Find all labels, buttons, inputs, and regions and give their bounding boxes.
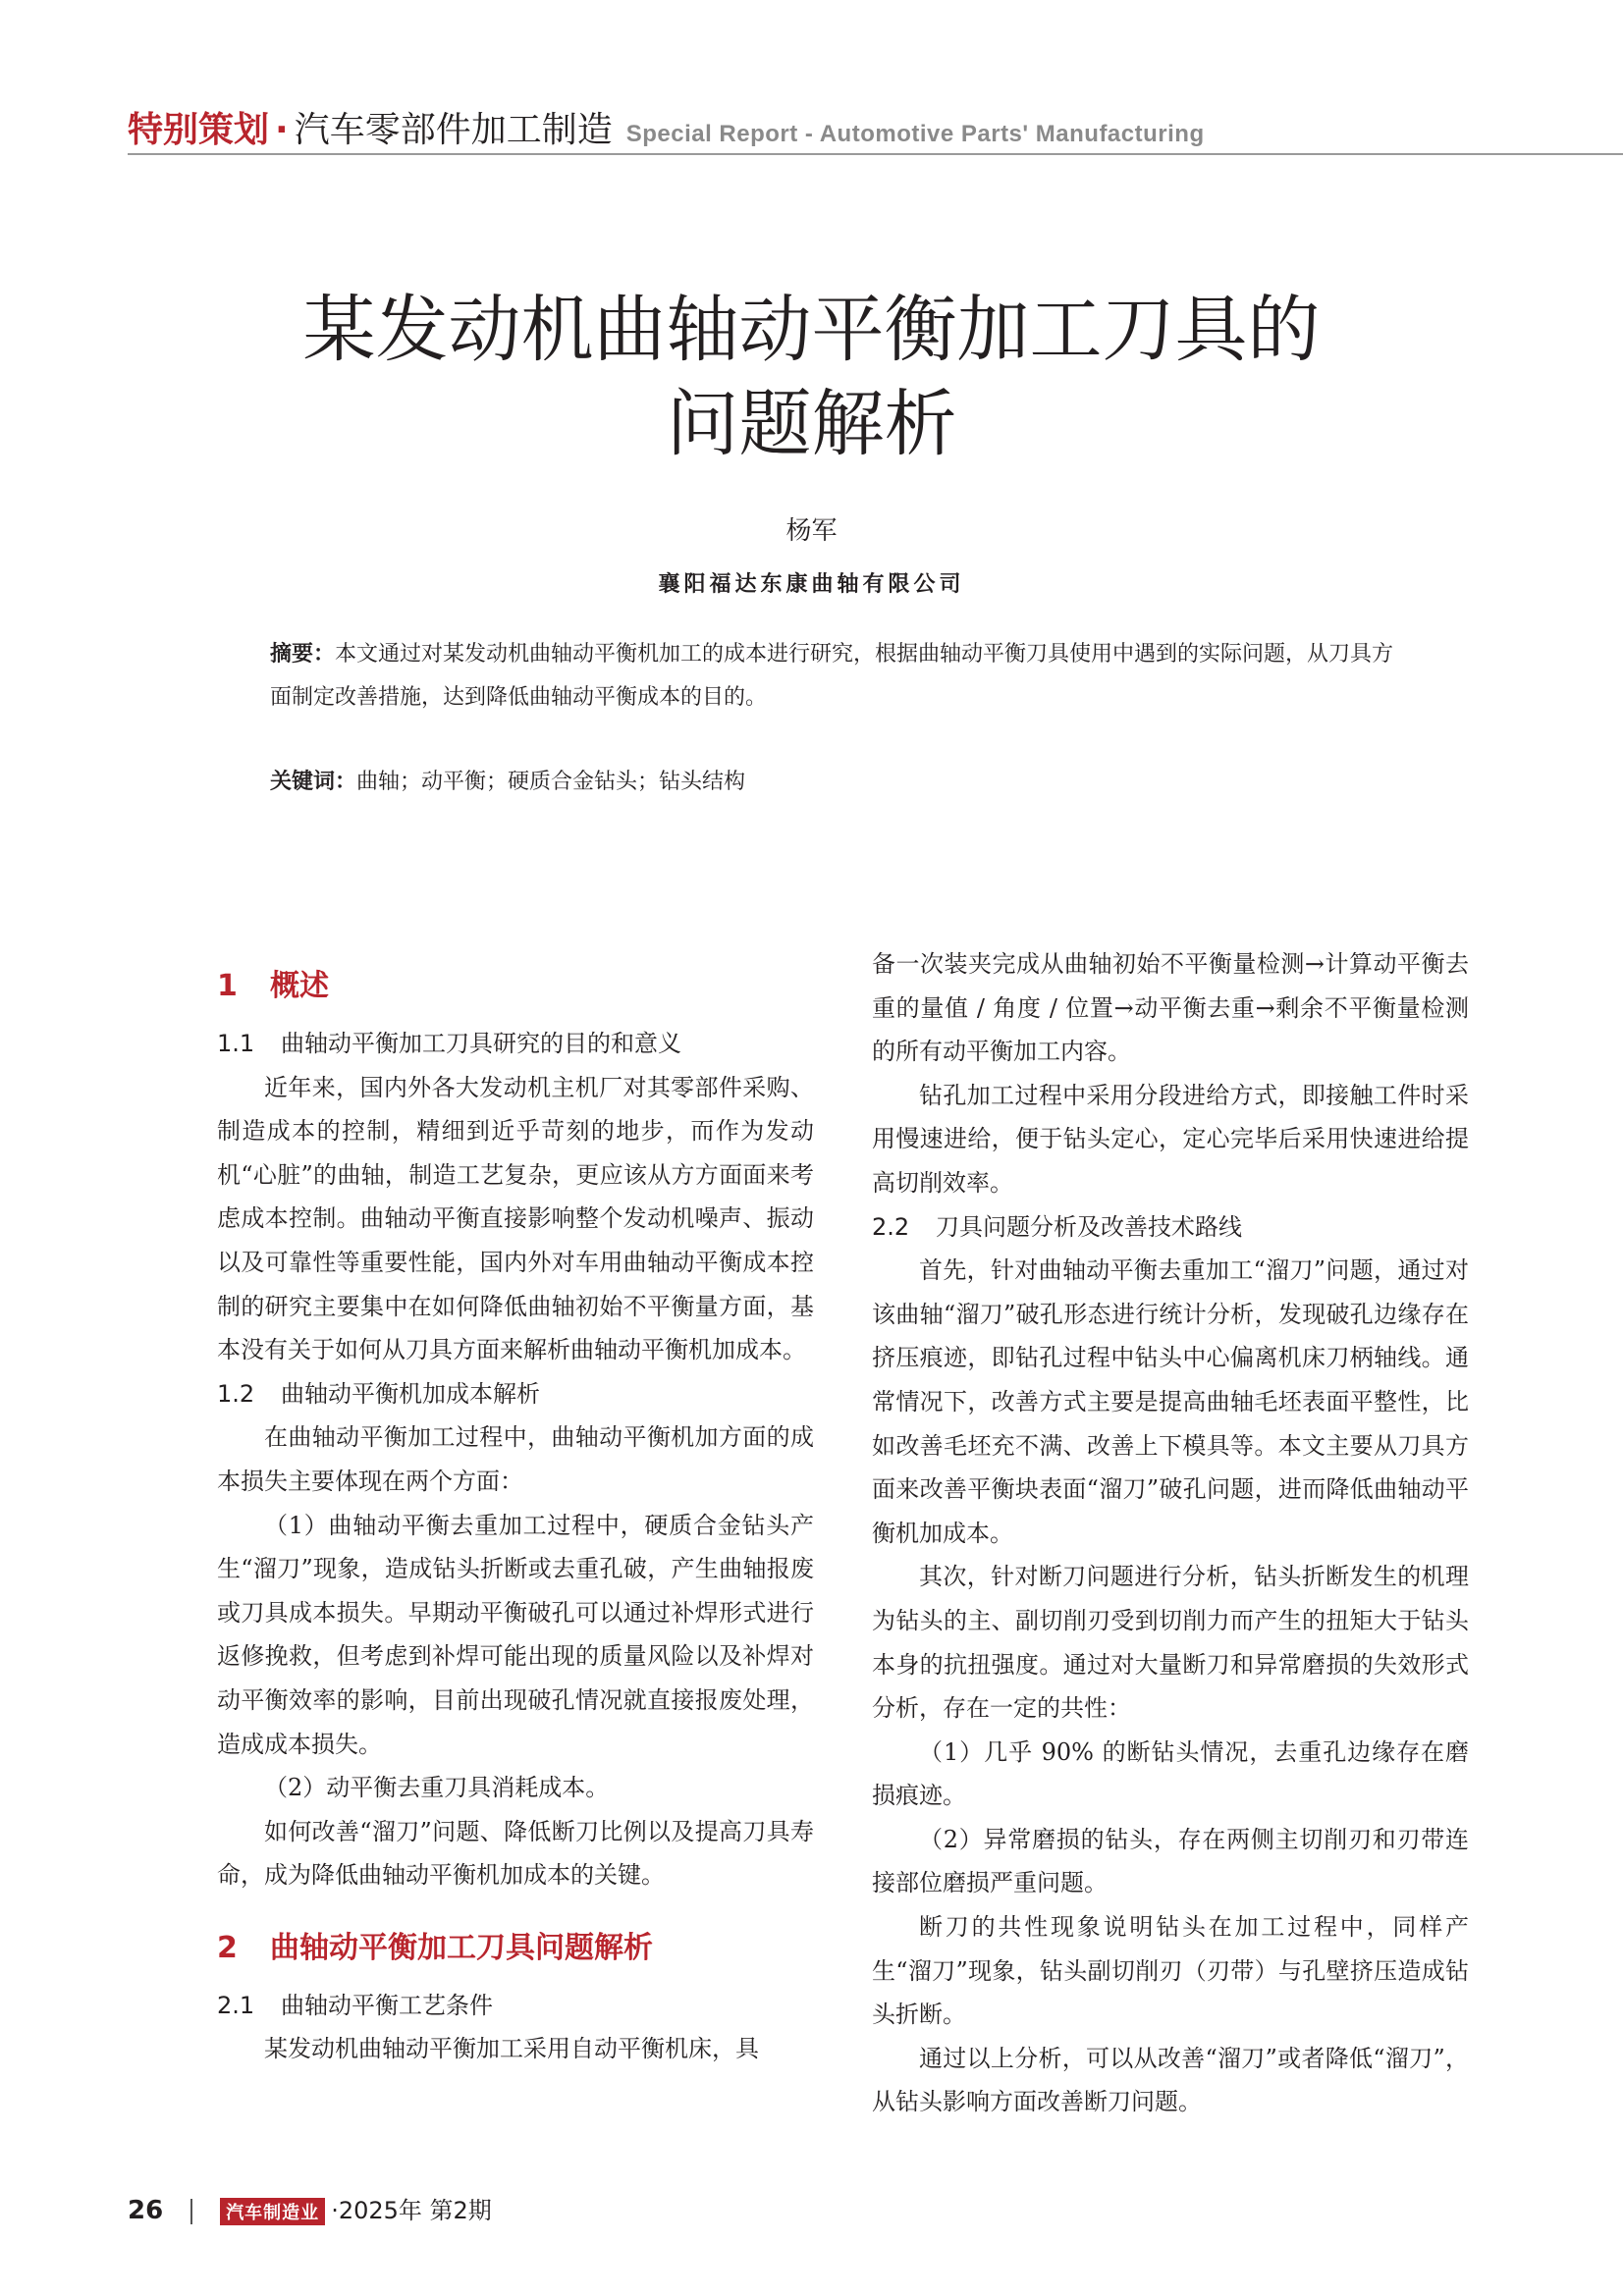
journal-logo: 汽车制造业	[220, 2198, 325, 2225]
keywords-text: 曲轴；动平衡；硬质合金钻头；钻头结构	[356, 770, 746, 794]
section-heading-2: 2 曲轴动平衡加工刀具问题解析	[217, 1930, 653, 1965]
paragraph: 钻孔加工过程中采用分段进给方式，即接触工件时采用慢速进给，便于钻头定心，定心完毕后采用快速进给提高切削效率。	[872, 1081, 1469, 1197]
paragraph: 其次，针对断刀问题进行分析，钻头折断发生的机理为钻头的主、副切削刃受到切削力而产生的扭矩大于钻头本身的抗扭强度。通过对大量断刀和异常磨损的失效形式分析，存在一定的共性：	[872, 1563, 1469, 1723]
topic-en: Special Report - Automotive Parts' Manufacturing	[625, 121, 1205, 147]
author: 杨军	[785, 516, 838, 546]
paragraph: 某发动机曲轴动平衡加工采用自动平衡机床，具	[264, 2035, 759, 2063]
subsection-heading-2-1: 2.1 曲轴动平衡工艺条件	[217, 1991, 493, 2019]
article-title	[0, 283, 1623, 471]
column-left	[217, 937, 814, 2071]
keywords-label: 关键词：	[270, 770, 357, 794]
header-dot: ·	[275, 110, 289, 150]
keywords	[270, 761, 1409, 804]
subsection-heading-1-1: 1.1 曲轴动平衡加工刀具研究的目的和意义	[217, 1030, 681, 1057]
column-name: 特别策划	[128, 110, 270, 150]
paragraph: 近年来，国内外各大发动机主机厂对其零部件采购、制造成本的控制，精细到近乎苛刻的地步，而作为发动机“心脏”的曲轴，制造工艺复杂，更应该从方方面面来考虑成本控制。曲轴动平衡直接影响整个发动机噪声、振动以及可靠性等重要性能，国内外对车用曲轴动平衡成本控制的研究主要集中在如何降低曲轴初始不平衡量方面，基本没有关于如何从刀具方面来解析曲轴动平衡机加成本。	[217, 1073, 814, 1364]
abstract-label: 摘要：	[270, 642, 336, 667]
running-header	[128, 102, 1205, 151]
title-line-2: 问题解析	[666, 382, 957, 466]
paragraph: 断刀的共性现象说明钻头在加工过程中，同样产生“溜刀”现象，钻头副切削刃（刃带）与孔壁挤压造成钻头折断。	[872, 1913, 1469, 2029]
paragraph: （2）动平衡去重刀具消耗成本。	[264, 1774, 610, 1802]
paragraph: 备一次装夹完成从曲轴初始不平衡量检测→计算动平衡去重的量值 / 角度 / 位置→动平衡去重→剩余不平衡量检测的所有动平衡加工内容。	[872, 950, 1469, 1066]
topic-cn: 汽车零部件加工制造	[294, 110, 613, 150]
paragraph: （2）异常磨损的钻头，存在两侧主切削刃和刃带连接部位磨损严重问题。	[872, 1825, 1469, 1897]
paragraph: 通过以上分析，可以从改善“溜刀”或者降低“溜刀”，从钻头影响方面改善断刀问题。	[872, 2044, 1469, 2116]
affiliation: 襄阳福达东康曲轴有限公司	[658, 571, 965, 597]
paragraph: （1）曲轴动平衡去重加工过程中，硬质合金钻头产生“溜刀”现象，造成钻头折断或去重孔破，产生曲轴报废或刀具成本损失。早期动平衡破孔可以通过补焊形式进行返修挽救，但考虑到补焊可能出现的质量风险以及补焊对动平衡效率的影响，目前出现破孔情况就直接报废处理，造成成本损失。	[217, 1511, 814, 1758]
title-line-1: 某发动机曲轴动平衡加工刀具的	[302, 288, 1321, 372]
paragraph: （1）几乎 90% 的断钻头情况，去重孔边缘存在磨损痕迹。	[872, 1737, 1469, 1810]
subsection-heading-2-2: 2.2 刀具问题分析及改善技术路线	[872, 1212, 1242, 1241]
page-footer	[128, 2191, 492, 2230]
abstract-text: 本文通过对某发动机曲轴动平衡机加工的成本进行研究，根据曲轴动平衡刀具使用中遇到的实际问题，从刀具方面制定改善措施，达到降低曲轴动平衡成本的目的。	[270, 642, 1394, 710]
abstract	[270, 633, 1409, 720]
page-number: 26	[128, 2196, 164, 2225]
footer-separator	[190, 2199, 192, 2224]
section-heading-1: 1 概述	[217, 969, 329, 1003]
column-right	[872, 942, 1469, 2124]
paragraph: 如何改善“溜刀”问题、降低断刀比例以及提高刀具寿命，成为降低曲轴动平衡机加成本的关键。	[217, 1817, 814, 1890]
paragraph: 在曲轴动平衡加工过程中，曲轴动平衡机加方面的成本损失主要体现在两个方面：	[217, 1423, 814, 1495]
subsection-heading-1-2: 1.2 曲轴动平衡机加成本解析	[217, 1379, 540, 1408]
paragraph: 首先，针对曲轴动平衡去重加工“溜刀”问题，通过对该曲轴“溜刀”破孔形态进行统计分析，发现破孔边缘存在挤压痕迹，即钻孔过程中钻头中心偏离机床刀柄轴线。通常情况下，改善方式主要是提高曲轴毛坯表面平整性，比如改善毛坯充不满、改善上下模具等。本文主要从刀具方面来改善平衡块表面“溜刀”破孔问题，进而降低曲轴动平衡机加成本。	[872, 1256, 1469, 1547]
header-rule	[128, 153, 1623, 155]
issue-info: ·2025年 第2期	[331, 2197, 492, 2224]
